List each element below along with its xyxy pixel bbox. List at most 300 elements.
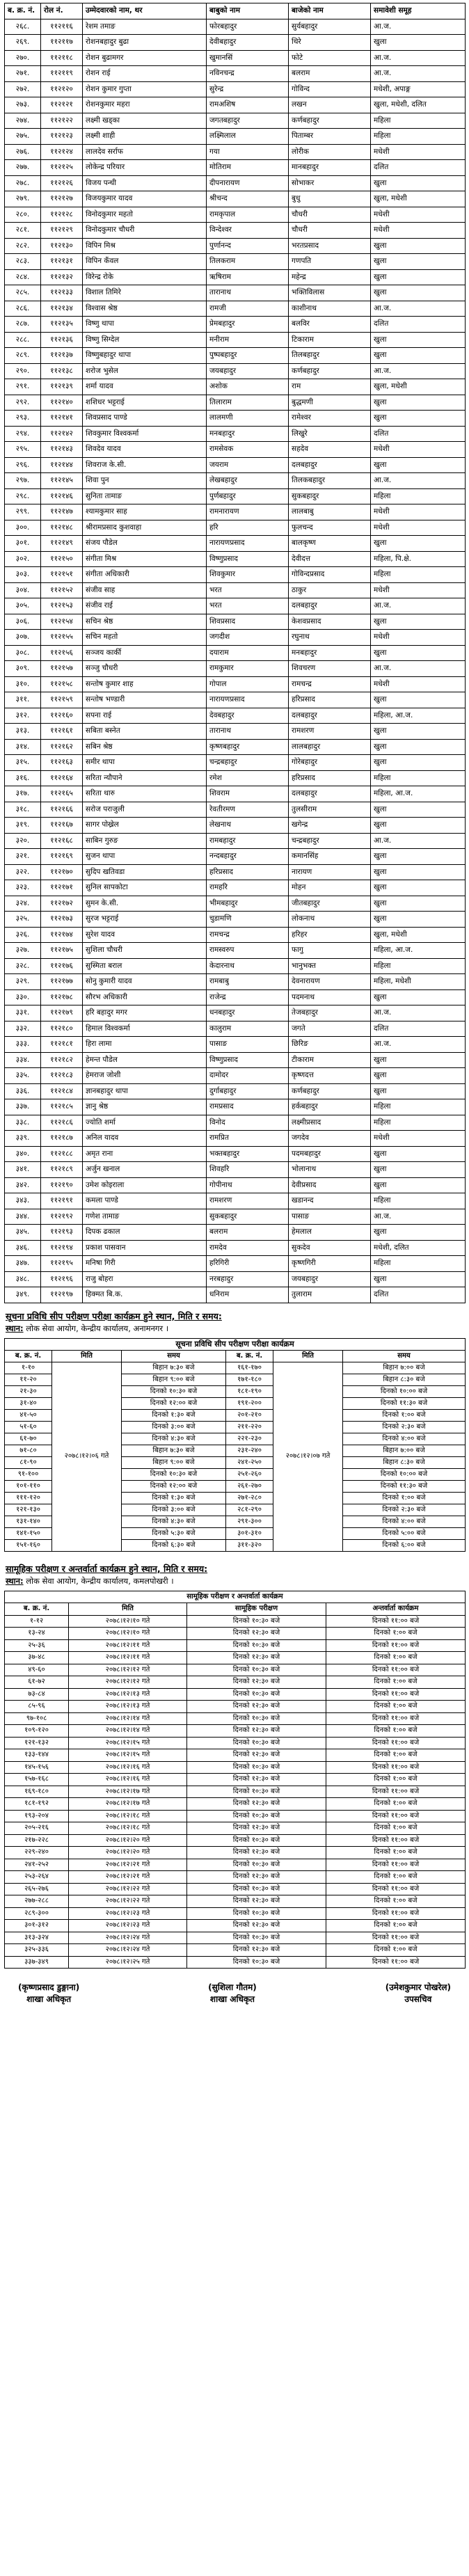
table-row <box>5 66 466 82</box>
roll-cell: ११२१४३ <box>41 442 83 458</box>
column-header: बाजेको नाम <box>289 3 371 19</box>
table-row <box>5 1225 466 1241</box>
serial-cell: ३००. <box>5 520 41 536</box>
serial-cell: ३४४. <box>5 1209 41 1225</box>
time-cell: बिहान ८:३० बजे <box>343 1456 466 1468</box>
serial-range-cell: ३३७-३४९ <box>5 1956 69 1969</box>
serial-cell: २७१. <box>5 66 41 82</box>
serial-cell: ३१०. <box>5 676 41 692</box>
table-row <box>5 582 466 598</box>
interview-time-cell: दिनको ११:०० बजे <box>326 1737 466 1749</box>
exam-date-cell: २०७८।१२।१२ गते <box>69 1664 187 1676</box>
roll-cell: ११२१३४ <box>41 301 83 317</box>
serial-cell: ३०२. <box>5 551 41 567</box>
grandfather-name-cell: कमानसिंह <box>289 849 371 865</box>
father-name-cell: रामकृपाल <box>207 207 289 223</box>
candidate-name-cell: गणेश तामाङ <box>83 1209 207 1225</box>
table-row <box>5 1749 466 1762</box>
roll-cell: ११२१२२ <box>41 113 83 129</box>
father-name-cell: दयाराम <box>207 645 289 661</box>
exam-date-cell: २०७८।१२।२२ गते <box>69 1883 187 1895</box>
serial-cell: ३१७. <box>5 786 41 802</box>
group-exam-venue-label: स्थान: <box>6 1575 24 1586</box>
roll-cell: ११२१६६ <box>41 802 83 818</box>
serial-cell: ३२८. <box>5 958 41 974</box>
table-row <box>5 81 466 97</box>
group-cell: मधेशी <box>371 1131 466 1147</box>
father-name-cell: पुर्णबहादुर <box>207 488 289 504</box>
group-cell: महिला <box>371 1256 466 1272</box>
father-name-cell: लेखनाथ <box>207 818 289 834</box>
group-test-time-cell: दिनको १२:३० बजे <box>187 1749 326 1762</box>
serial-range-cell: २७७-२८८ <box>5 1895 69 1908</box>
serial-range-cell: ३७-४८ <box>5 1652 69 1664</box>
group-cell: खुला <box>371 285 466 301</box>
roll-cell: ११२११९ <box>41 66 83 82</box>
exam-date-cell: २०७८।१२।११ गते <box>69 1639 187 1652</box>
candidate-name-cell: रोशन कुमार गुप्ता <box>83 81 207 97</box>
father-name-cell: रामचन्द्र <box>207 927 289 943</box>
group-exam-caption: सामूहिक परीक्षण र अन्तर्वार्ता कार्यक्रम <box>5 1591 466 1603</box>
group-test-time-cell: दिनको १०:३० बजे <box>187 1688 326 1701</box>
candidate-name-cell: लोकेन्द्र परियार <box>83 160 207 176</box>
grandfather-name-cell: चन्द्रबहादुर <box>289 833 371 849</box>
table-row <box>5 786 466 802</box>
serial-range-cell: १६१-१७० <box>226 1362 273 1374</box>
candidate-name-cell: सन्तोष भण्डारी <box>83 692 207 708</box>
grandfather-name-cell: हेमलाल <box>289 1225 371 1241</box>
serial-cell: ३३९. <box>5 1131 41 1147</box>
candidate-name-cell: विनोदकुमार चौधरी <box>83 223 207 239</box>
serial-range-cell: २०५-२१६ <box>5 1822 69 1835</box>
time-cell: बिहान ७:०० बजे <box>343 1362 466 1374</box>
exam-date-cell: २०७८।१२।१३ गते <box>69 1701 187 1713</box>
roll-cell: ११२१६४ <box>41 770 83 786</box>
grandfather-name-cell: नारायण <box>289 864 371 880</box>
group-test-time-cell: दिनको १०:३० बजे <box>187 1712 326 1725</box>
serial-range-cell: ७३-८४ <box>5 1688 69 1701</box>
group-cell: खुला <box>371 1177 466 1193</box>
column-header: ब. क्र. नं. <box>5 1603 69 1616</box>
grandfather-name-cell: भरतप्रसाद <box>289 238 371 254</box>
grandfather-name-cell: तिलबहादुर <box>289 348 371 364</box>
roll-cell: ११२१३८ <box>41 363 83 379</box>
table-row <box>5 598 466 614</box>
table-row <box>5 1944 466 1957</box>
roll-cell: ११२१८७ <box>41 1131 83 1147</box>
grandfather-name-cell: मनबहादुर <box>289 645 371 661</box>
candidate-name-cell: उमेश कोइराला <box>83 1177 207 1193</box>
serial-cell: ३३८. <box>5 1115 41 1131</box>
candidate-name-cell: संगीता मिश्र <box>83 551 207 567</box>
roll-cell: ११२१९३ <box>41 1225 83 1241</box>
serial-cell: ३०४. <box>5 582 41 598</box>
table-row <box>5 426 466 442</box>
roll-cell: ११२१६८ <box>41 833 83 849</box>
group-test-time-cell: दिनको १०:३० बजे <box>187 1664 326 1676</box>
interview-time-cell: दिनको १:०० बजे <box>326 1920 466 1932</box>
group-cell: खुला <box>371 395 466 411</box>
table-row <box>5 1907 466 1920</box>
serial-cell: ३४९. <box>5 1287 41 1303</box>
roll-cell: ११२१९० <box>41 1177 83 1193</box>
signature-2 <box>208 1981 257 2005</box>
candidate-name-cell: ज्ञानु श्रेष्ठ <box>83 1099 207 1115</box>
candidate-name-cell: सञ्जु चौधरी <box>83 661 207 677</box>
group-cell: खुला <box>371 724 466 740</box>
table-row <box>5 473 466 489</box>
candidate-name-cell: सचिन महतो <box>83 630 207 646</box>
father-name-cell: हरि <box>207 520 289 536</box>
exam-date-cell: २०७८।१२।१२ गते <box>69 1676 187 1689</box>
candidate-name-cell: सबिता बस्नेत <box>83 724 207 740</box>
serial-range-cell: १-१२ <box>5 1615 69 1628</box>
grandfather-name-cell: छिरिङ <box>289 1037 371 1053</box>
grandfather-name-cell: देवीदत्त <box>289 551 371 567</box>
group-cell: मधेशी, दलित <box>371 1240 466 1256</box>
candidate-name-cell: सञ्जय कार्की <box>83 645 207 661</box>
table-row <box>5 1037 466 1053</box>
table-row <box>5 1883 466 1895</box>
group-cell: मधेशी <box>371 207 466 223</box>
serial-range-cell: ३१-४० <box>5 1397 52 1409</box>
time-cell: दिनको ६:०० बजे <box>343 1539 466 1551</box>
group-cell: महिला <box>371 113 466 129</box>
serial-cell: ३३२. <box>5 1021 41 1037</box>
time-cell: दिनको १०:३० बजे <box>122 1385 226 1397</box>
candidate-name-cell: शरोज भुसेल <box>83 363 207 379</box>
exam-date-cell: २०७८।१२।१४ गते <box>69 1725 187 1738</box>
group-cell: आ.ज. <box>371 833 466 849</box>
signatory-name: (सुशिला गौतम) <box>208 1982 257 1992</box>
candidate-name-cell: शशिधर भट्टराई <box>83 395 207 411</box>
time-cell: दिनको ५:०० बजे <box>343 1527 466 1539</box>
serial-range-cell: १९१-२०० <box>226 1397 273 1409</box>
candidate-name-cell: रोशनकुमार महरा <box>83 97 207 113</box>
time-cell: दिनको ६:३० बजे <box>122 1539 226 1551</box>
roll-cell: ११२१२३ <box>41 129 83 145</box>
time-cell: बिहान ७:३० बजे <box>122 1445 226 1456</box>
serial-cell: ३२७. <box>5 943 41 959</box>
father-name-cell: विष्णुप्रसाद <box>207 551 289 567</box>
time-cell: दिनको ३:०० बजे <box>122 1421 226 1433</box>
table-row <box>5 1362 466 1374</box>
group-test-time-cell: दिनको १०:३० बजे <box>187 1737 326 1749</box>
interview-time-cell: दिनको १:०० बजे <box>326 1749 466 1762</box>
roll-cell: ११२१६७ <box>41 818 83 834</box>
candidate-name-cell: सौरभ अधिकारी <box>83 989 207 1005</box>
serial-range-cell: १८१-१९२ <box>5 1798 69 1811</box>
grandfather-name-cell: फागु <box>289 943 371 959</box>
grandfather-name-cell: राम <box>289 379 371 395</box>
exam-date-cell: २०७८।१२।०७ गते <box>273 1362 343 1551</box>
roll-cell: ११२१७४ <box>41 927 83 943</box>
father-name-cell: भरत <box>207 582 289 598</box>
group-cell: खुला <box>371 457 466 473</box>
group-cell: खुला <box>371 1068 466 1084</box>
roll-cell: ११२१५९ <box>41 692 83 708</box>
group-test-time-cell: दिनको १०:३० बजे <box>187 1883 326 1895</box>
interview-time-cell: दिनको १:०० बजे <box>326 1701 466 1713</box>
serial-range-cell: २१७-२२८ <box>5 1834 69 1847</box>
group-test-time-cell: दिनको १२:३० बजे <box>187 1847 326 1859</box>
group-exam-venue-text: लोक सेवा आयोग, केन्द्रीय कार्यालय, कमलपोखरी । <box>26 1575 174 1586</box>
interview-time-cell: दिनको ११:०० बजे <box>326 1639 466 1652</box>
candidate-name-cell: श्यामकुमार साह <box>83 504 207 520</box>
candidate-name-cell: शर्मा यादव <box>83 379 207 395</box>
serial-range-cell: १९३-२०४ <box>5 1810 69 1822</box>
father-name-cell: जगतबहादुर <box>207 113 289 129</box>
table-row <box>5 238 466 254</box>
candidate-name-cell: सुशिला चौधरी <box>83 943 207 959</box>
table-row <box>5 1131 466 1147</box>
group-cell: खुला <box>371 1225 466 1241</box>
group-cell: मधेशी <box>371 630 466 646</box>
column-header: उम्मेदवारको नाम, थर <box>83 3 207 19</box>
table-row <box>5 363 466 379</box>
table-row <box>5 175 466 191</box>
serial-cell: ३१३. <box>5 724 41 740</box>
exam-date-cell: २०७८।१२।२४ गते <box>69 1944 187 1957</box>
candidate-name-cell: हरि बहादुर मगर <box>83 1005 207 1021</box>
roll-cell: ११२१८० <box>41 1021 83 1037</box>
father-name-cell: रामहरि <box>207 880 289 896</box>
grandfather-name-cell: मोहन <box>289 880 371 896</box>
group-cell: खुला <box>371 348 466 364</box>
table-row <box>5 849 466 865</box>
group-cell: खुला <box>371 896 466 912</box>
roll-cell: ११२११८ <box>41 50 83 66</box>
grandfather-name-cell: बुद्धमणी <box>289 395 371 411</box>
roll-cell: ११२११७ <box>41 35 83 51</box>
exam-date-cell: २०७८।१२।१८ गते <box>69 1810 187 1822</box>
time-cell: दिनको १२:०० बजे <box>122 1397 226 1409</box>
group-cell: महिला, आ.ज. <box>371 943 466 959</box>
table-row <box>5 144 466 160</box>
interview-time-cell: दिनको ११:०० बजे <box>326 1664 466 1676</box>
signature-row <box>4 1981 465 2005</box>
serial-cell: २७६. <box>5 144 41 160</box>
group-test-time-cell: दिनको १२:३० बजे <box>187 1774 326 1786</box>
group-cell: खुला <box>371 1146 466 1162</box>
serial-cell: ३४२. <box>5 1177 41 1193</box>
serial-range-cell: १२१-१३२ <box>5 1737 69 1749</box>
candidate-name-cell: सबिन श्रेष्ठ <box>83 739 207 755</box>
roll-cell: ११२१४२ <box>41 426 83 442</box>
serial-cell: ३४८. <box>5 1271 41 1287</box>
serial-range-cell: ९७-१०८ <box>5 1712 69 1725</box>
group-test-time-cell: दिनको १०:३० बजे <box>187 1639 326 1652</box>
table-row <box>5 943 466 959</box>
roll-cell: ११२१३० <box>41 238 83 254</box>
group-test-time-cell: दिनको १२:३० बजे <box>187 1725 326 1738</box>
group-cell: महिला <box>371 567 466 583</box>
serial-cell: २८८. <box>5 332 41 348</box>
time-cell: दिनको ४:०० बजे <box>343 1433 466 1445</box>
serial-cell: ३१५. <box>5 755 41 771</box>
group-cell: आ.ज. <box>371 1209 466 1225</box>
serial-range-cell: ७१-८० <box>5 1445 52 1456</box>
column-header: बाबुको नाम <box>207 3 289 19</box>
father-name-cell: शिवहरि <box>207 1162 289 1178</box>
signatory-post: उपसचिव <box>404 1994 432 2004</box>
candidate-name-cell: दिपक ढकाल <box>83 1225 207 1241</box>
serial-range-cell: १५७-१६८ <box>5 1774 69 1786</box>
grandfather-name-cell: तेजबहादुर <box>289 1005 371 1021</box>
exam-date-cell: २०७८।१२।१४ गते <box>69 1712 187 1725</box>
roll-cell: ११२१३९ <box>41 379 83 395</box>
father-name-cell: प्रेमबहादुर <box>207 317 289 333</box>
grandfather-name-cell: लालबाबु <box>289 504 371 520</box>
group-test-time-cell: दिनको १२:३० बजे <box>187 1920 326 1932</box>
roll-cell: ११२१५३ <box>41 598 83 614</box>
table-row <box>5 614 466 630</box>
time-cell: बिहान ९:०० बजे <box>122 1374 226 1385</box>
roll-cell: ११२१७२ <box>41 896 83 912</box>
column-header: रोल नं. <box>41 3 83 19</box>
grandfather-name-cell: कृष्णगिरी <box>289 1256 371 1272</box>
table-row <box>5 191 466 207</box>
serial-cell: ३०१. <box>5 536 41 552</box>
candidate-name-cell: सुनिता तामाङ <box>83 488 207 504</box>
table-row <box>5 1834 466 1847</box>
signatory-name: (उमेशकुमार पोखरेल) <box>385 1982 451 1992</box>
candidate-name-cell: शिवराज के.सी. <box>83 457 207 473</box>
written-exam-venue-label: स्थान: <box>6 1323 24 1333</box>
candidate-name-cell: प्रकाश पासवान <box>83 1240 207 1256</box>
serial-range-cell: १४५-१५६ <box>5 1761 69 1774</box>
grandfather-name-cell: ठाकुर <box>289 582 371 598</box>
grandfather-name-cell: बलराम <box>289 66 371 82</box>
table-row <box>5 254 466 270</box>
table-row <box>5 1005 466 1021</box>
table-row <box>5 520 466 536</box>
signatory-name: (कृष्णप्रसाद डुङ्गाना) <box>18 1982 80 1992</box>
candidate-name-cell: लक्ष्मी खड्का <box>83 113 207 129</box>
grandfather-name-cell: कृष्णदत्त <box>289 1068 371 1084</box>
serial-cell: ३४०. <box>5 1146 41 1162</box>
table-row <box>5 97 466 113</box>
interview-time-cell: दिनको १:०० बजे <box>326 1895 466 1908</box>
column-header: ब. क्र. नं. <box>5 1350 52 1362</box>
table-row <box>5 1256 466 1272</box>
table-row <box>5 1847 466 1859</box>
interview-time-cell: दिनको १:०० बजे <box>326 1774 466 1786</box>
roll-cell: ११२१४७ <box>41 504 83 520</box>
father-name-cell: कालुराम <box>207 1021 289 1037</box>
exam-date-cell: २०७८।१२।२१ गते <box>69 1859 187 1871</box>
grandfather-name-cell: जगदेव <box>289 1131 371 1147</box>
column-header: ब. क्र. नं. <box>5 3 41 19</box>
grandfather-name-cell: गणपति <box>289 254 371 270</box>
serial-cell: ३२९. <box>5 974 41 990</box>
table-row <box>5 1287 466 1303</box>
grandfather-name-cell: चौधरी <box>289 223 371 239</box>
serial-cell: ३०८. <box>5 645 41 661</box>
serial-range-cell: २४१-२५२ <box>5 1859 69 1871</box>
roll-cell: ११२१७८ <box>41 989 83 1005</box>
group-cell: खुला <box>371 912 466 928</box>
group-test-time-cell: दिनको १२:३० बजे <box>187 1676 326 1689</box>
grandfather-name-cell: लालबहादुर <box>289 739 371 755</box>
roll-cell: ११२१५८ <box>41 676 83 692</box>
group-cell: खुला <box>371 254 466 270</box>
exam-date-cell: २०७८।१२।१५ गते <box>69 1737 187 1749</box>
serial-range-cell: १५१-१६० <box>5 1539 52 1551</box>
grandfather-name-cell: जगते <box>289 1021 371 1037</box>
table-row <box>5 317 466 333</box>
candidate-table-body <box>5 19 466 1303</box>
group-cell: महिला <box>371 1193 466 1209</box>
serial-range-cell: १३३-१४४ <box>5 1749 69 1762</box>
group-cell: मधेशी <box>371 504 466 520</box>
candidate-name-cell: सरिता थारु <box>83 786 207 802</box>
table-row <box>5 896 466 912</box>
serial-cell: २९०. <box>5 363 41 379</box>
serial-range-cell: २९१-३०० <box>226 1516 273 1527</box>
candidate-table <box>4 3 466 1303</box>
group-test-time-cell: दिनको १२:३० बजे <box>187 1798 326 1811</box>
group-cell: महिला <box>371 958 466 974</box>
candidate-name-cell: संजीव साह <box>83 582 207 598</box>
table-row <box>5 551 466 567</box>
serial-cell: २८६. <box>5 301 41 317</box>
roll-cell: ११२१३३ <box>41 285 83 301</box>
candidate-name-cell: ज्योति शर्मा <box>83 1115 207 1131</box>
grandfather-name-cell: तिलकबहादुर <box>289 473 371 489</box>
grandfather-name-cell: रामेश्वर <box>289 411 371 427</box>
roll-cell: ११२१९२ <box>41 1209 83 1225</box>
table-row <box>5 1956 466 1969</box>
serial-range-cell: ६१-७२ <box>5 1676 69 1689</box>
serial-cell: २९८. <box>5 488 41 504</box>
table-row <box>5 1068 466 1084</box>
serial-range-cell: २८९-३०० <box>5 1907 69 1920</box>
father-name-cell: धनिराम <box>207 1287 289 1303</box>
table-row <box>5 348 466 364</box>
roll-cell: ११२१२८ <box>41 207 83 223</box>
father-name-cell: तारानाथ <box>207 724 289 740</box>
father-name-cell: तिलाराम <box>207 395 289 411</box>
group-cell: खुला <box>371 332 466 348</box>
interview-time-cell: दिनको ११:०० बजे <box>326 1615 466 1628</box>
candidate-name-cell: विष्णुबहादुर थापा <box>83 348 207 364</box>
interview-time-cell: दिनको १:०० बजे <box>326 1822 466 1835</box>
grandfather-name-cell: जीतबहादुर <box>289 896 371 912</box>
serial-cell: ३२३. <box>5 880 41 896</box>
serial-range-cell: ३०१-३१२ <box>5 1920 69 1932</box>
father-name-cell: मोतिराम <box>207 160 289 176</box>
serial-cell: २९५. <box>5 442 41 458</box>
roll-cell: ११२१७३ <box>41 912 83 928</box>
serial-cell: ३११. <box>5 692 41 708</box>
roll-cell: ११२१५७ <box>41 661 83 677</box>
serial-cell: २९४. <box>5 426 41 442</box>
table-row <box>5 1725 466 1738</box>
group-cell: खुला <box>371 692 466 708</box>
group-cell: खुला <box>371 614 466 630</box>
table-row <box>5 1774 466 1786</box>
father-name-cell: नविनचन्द्र <box>207 66 289 82</box>
father-name-cell: दुर्गाबहादुर <box>207 1083 289 1099</box>
father-name-cell: रामनारायण <box>207 504 289 520</box>
group-cell: महिला, पि.क्षे. <box>371 551 466 567</box>
candidate-name-cell: मनिषा गिरी <box>83 1256 207 1272</box>
group-cell: आ.ज. <box>371 363 466 379</box>
table-row <box>5 770 466 786</box>
group-cell: महिला <box>371 1099 466 1115</box>
father-name-cell: रामप्रसाद <box>207 1099 289 1115</box>
